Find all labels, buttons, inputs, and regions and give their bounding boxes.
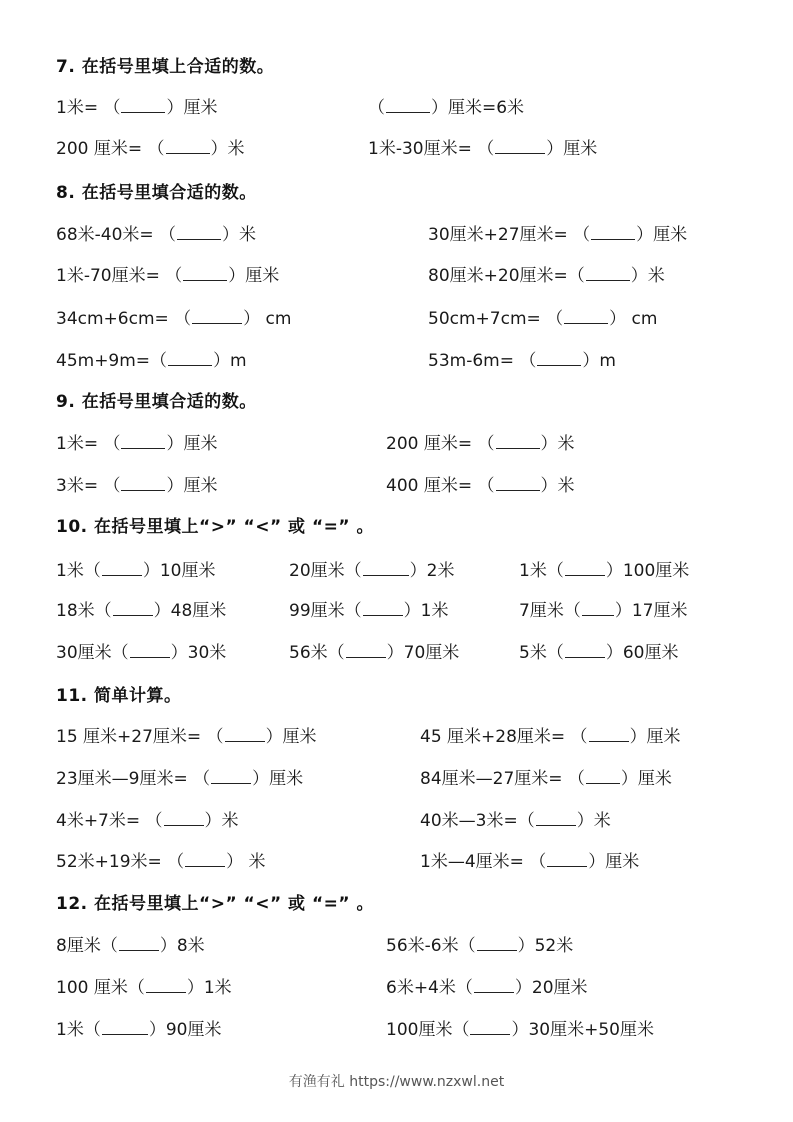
answer-blank[interactable] xyxy=(164,811,204,826)
answer-blank[interactable] xyxy=(386,98,430,113)
problem: 1米= （ ）厘米 xyxy=(56,98,218,118)
problem: 7厘米（ ）17厘米 xyxy=(519,601,688,621)
answer-blank[interactable] xyxy=(185,852,225,867)
section-11-heading: 11. 简单计算。 xyxy=(56,686,182,706)
problem: 1米—4厘米= （ ）厘米 xyxy=(420,852,640,872)
answer-blank[interactable] xyxy=(119,936,159,951)
problem: 100 厘米（ ）1米 xyxy=(56,978,232,998)
answer-blank[interactable] xyxy=(536,811,576,826)
problem: 80厘米+20厘米=（ ）米 xyxy=(428,266,665,286)
section-12-heading: 12. 在括号里填上“>” “<” 或 “=” 。 xyxy=(56,894,374,914)
problem: （ ）厘米=6米 xyxy=(368,98,525,118)
answer-blank[interactable] xyxy=(363,601,403,616)
answer-blank[interactable] xyxy=(113,601,153,616)
problem: 4米+7米= （ ）米 xyxy=(56,811,239,831)
problem: 52米+19米= （ ） 米 xyxy=(56,852,266,872)
section-8-heading: 8. 在括号里填合适的数。 xyxy=(56,183,257,203)
answer-blank[interactable] xyxy=(496,434,540,449)
answer-blank[interactable] xyxy=(582,601,614,616)
section-10-heading: 10. 在括号里填上“>” “<” 或 “=” 。 xyxy=(56,517,374,537)
problem: 53m-6m= （ ）m xyxy=(428,351,616,371)
problem: 1米（ ）100厘米 xyxy=(519,561,690,581)
answer-blank[interactable] xyxy=(589,727,629,742)
answer-blank[interactable] xyxy=(168,351,212,366)
answer-blank[interactable] xyxy=(496,476,540,491)
problem: 1米（ ）90厘米 xyxy=(56,1020,222,1040)
problem: 3米= （ ）厘米 xyxy=(56,476,218,496)
problem: 50cm+7cm= （ ） cm xyxy=(428,309,658,329)
answer-blank[interactable] xyxy=(225,727,265,742)
problem: 40米—3米=（ ）米 xyxy=(420,811,611,831)
section-9-heading: 9. 在括号里填合适的数。 xyxy=(56,392,257,412)
answer-blank[interactable] xyxy=(477,936,517,951)
problem: 56米-6米（ ）52米 xyxy=(386,936,574,956)
answer-blank[interactable] xyxy=(130,643,170,658)
problem: 30厘米+27厘米= （ ）厘米 xyxy=(428,225,688,245)
problem: 100厘米（ ）30厘米+50厘米 xyxy=(386,1020,654,1040)
problem: 34cm+6cm= （ ） cm xyxy=(56,309,292,329)
answer-blank[interactable] xyxy=(121,476,165,491)
problem: 1米= （ ）厘米 xyxy=(56,434,218,454)
answer-blank[interactable] xyxy=(470,1020,510,1035)
problem: 18米（ ）48厘米 xyxy=(56,601,227,621)
answer-blank[interactable] xyxy=(346,643,386,658)
answer-blank[interactable] xyxy=(183,266,227,281)
problem: 68米-40米= （ ）米 xyxy=(56,225,257,245)
answer-blank[interactable] xyxy=(495,139,545,154)
answer-blank[interactable] xyxy=(211,769,251,784)
section-7-heading: 7. 在括号里填上合适的数。 xyxy=(56,57,275,77)
problem: 84厘米—27厘米= （ ）厘米 xyxy=(420,769,672,789)
answer-blank[interactable] xyxy=(102,1020,148,1035)
answer-blank[interactable] xyxy=(565,561,605,576)
answer-blank[interactable] xyxy=(586,266,630,281)
answer-blank[interactable] xyxy=(564,309,608,324)
problem: 6米+4米（ ）20厘米 xyxy=(386,978,588,998)
problem: 56米（ ）70厘米 xyxy=(289,643,460,663)
answer-blank[interactable] xyxy=(121,98,165,113)
answer-blank[interactable] xyxy=(591,225,635,240)
answer-blank[interactable] xyxy=(586,769,620,784)
answer-blank[interactable] xyxy=(363,561,409,576)
answer-blank[interactable] xyxy=(547,852,587,867)
problem: 8厘米（ ）8米 xyxy=(56,936,205,956)
answer-blank[interactable] xyxy=(121,434,165,449)
problem: 23厘米—9厘米= （ ）厘米 xyxy=(56,769,304,789)
answer-blank[interactable] xyxy=(537,351,581,366)
problem: 5米（ ）60厘米 xyxy=(519,643,679,663)
answer-blank[interactable] xyxy=(192,309,242,324)
problem: 99厘米（ ）1米 xyxy=(289,601,449,621)
problem: 1米-30厘米= （ ）厘米 xyxy=(368,139,598,159)
footer-watermark: 有渔有礼 https://www.nzxwl.net xyxy=(288,1074,505,1090)
problem: 15 厘米+27厘米= （ ）厘米 xyxy=(56,727,317,747)
problem: 1米（ ）10厘米 xyxy=(56,561,216,581)
problem: 200 厘米= （ ）米 xyxy=(386,434,575,454)
problem: 20厘米（ ）2米 xyxy=(289,561,455,581)
problem: 1米-70厘米= （ ）厘米 xyxy=(56,266,280,286)
answer-blank[interactable] xyxy=(177,225,221,240)
answer-blank[interactable] xyxy=(102,561,142,576)
answer-blank[interactable] xyxy=(166,139,210,154)
answer-blank[interactable] xyxy=(474,978,514,993)
problem: 45m+9m=（ ）m xyxy=(56,351,247,371)
problem: 200 厘米= （ ）米 xyxy=(56,139,245,159)
answer-blank[interactable] xyxy=(146,978,186,993)
problem: 45 厘米+28厘米= （ ）厘米 xyxy=(420,727,681,747)
answer-blank[interactable] xyxy=(565,643,605,658)
problem: 400 厘米= （ ）米 xyxy=(386,476,575,496)
problem: 30厘米（ ）30米 xyxy=(56,643,227,663)
